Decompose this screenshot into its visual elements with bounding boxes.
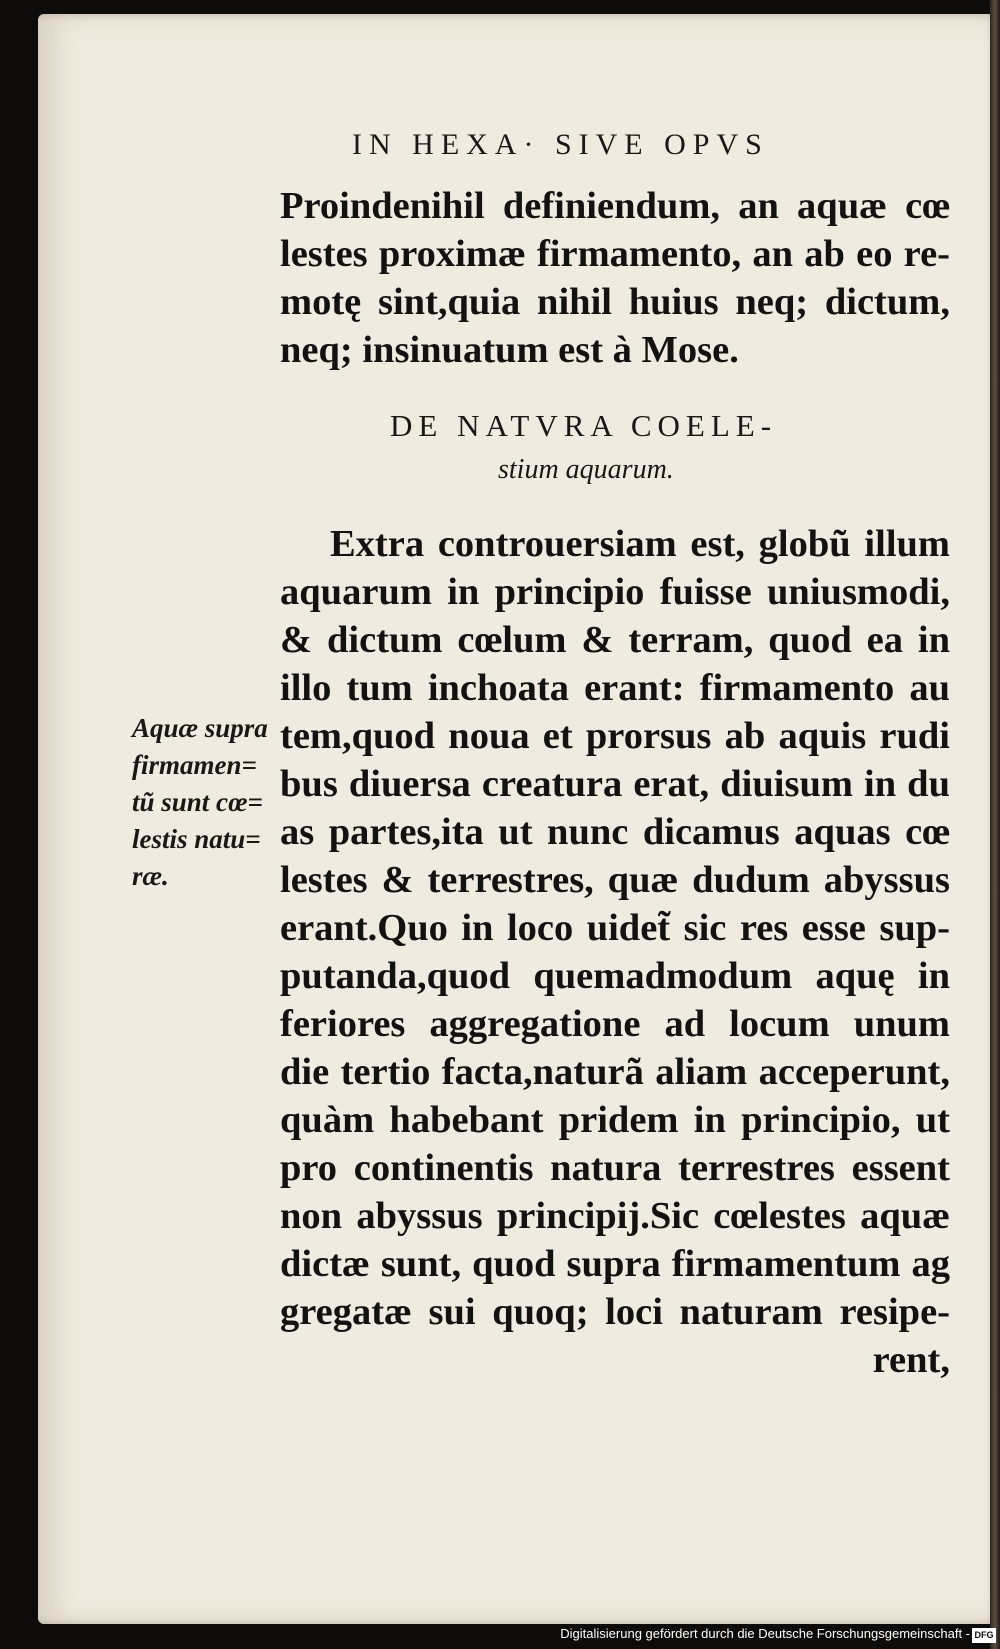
text-line: aquarum in principio fuisse uniusmodi, <box>280 571 950 613</box>
section-subheading: stium aquarum. <box>498 454 674 485</box>
text-line: motę sint,quia nihil huius neq; dictum, <box>280 281 950 323</box>
running-head: IN HEXA· SIVE OPVS <box>352 128 769 161</box>
text-line: erant.Quo in loco uidet̃ sic res esse sup- <box>280 907 950 949</box>
text-line: illo tum inchoata erant: firmamento au <box>280 667 950 709</box>
catchword: rent, <box>872 1339 950 1381</box>
marginal-note-line: Aquæ supra <box>132 713 268 743</box>
text-line: dictæ sunt, quod supra firmamentum ag <box>280 1243 950 1285</box>
marginal-note-line: ræ. <box>132 861 169 891</box>
marginal-note-line: tũ sunt cœ= <box>132 787 263 817</box>
text-line: Proindenihil definiendum, an aquæ cœ <box>280 185 950 227</box>
text-line: pro continentis natura terrestres essent <box>280 1147 950 1189</box>
text-line: quàm habebant pridem in principio, ut <box>280 1099 950 1141</box>
paragraph-1 <box>280 182 950 374</box>
digitization-credit: Digitalisierung gefördert durch die Deutsche Forschungsgemeinschaft - <box>560 1626 970 1641</box>
text-line: Extra controuersiam est, globũ illum <box>330 523 950 565</box>
text-line: feriores aggregatione ad locum unum <box>280 1003 950 1045</box>
text-line: tem,quod noua et prorsus ab aquis rudi <box>280 715 950 757</box>
text-line: bus diuersa creatura erat, diuisum in du <box>280 763 950 805</box>
paragraph-2 <box>280 520 950 1384</box>
text-line: gregatæ sui quoq; loci naturam resipe- <box>280 1291 950 1333</box>
text-line: & dictum cœlum & terram, quod ea in <box>280 619 950 661</box>
text-line: non abyssus principij.Sic cœlestes aquæ <box>280 1195 950 1237</box>
text-line: putanda,quod quemadmodum aquę in <box>280 955 950 997</box>
text-line: as partes,ita ut nunc dicamus aquas cœ <box>280 811 950 853</box>
text-line: lestes & terrestres, quæ dudum abyssus <box>280 859 950 901</box>
marginal-note-line: firmamen= <box>132 750 257 780</box>
section-heading: DE NATVRA COELE- <box>390 408 778 443</box>
text-line: lestes proximæ firmamento, an ab eo re- <box>280 233 950 275</box>
marginal-note <box>132 710 268 895</box>
page-edge <box>990 0 1000 1649</box>
marginal-note-line: lestis natu= <box>132 824 261 854</box>
text-line: die tertio facta,naturã aliam acceperunt, <box>280 1051 950 1093</box>
text-line: neq; insinuatum est à Mose. <box>280 329 739 371</box>
dfg-logo: DFG <box>972 1628 996 1643</box>
